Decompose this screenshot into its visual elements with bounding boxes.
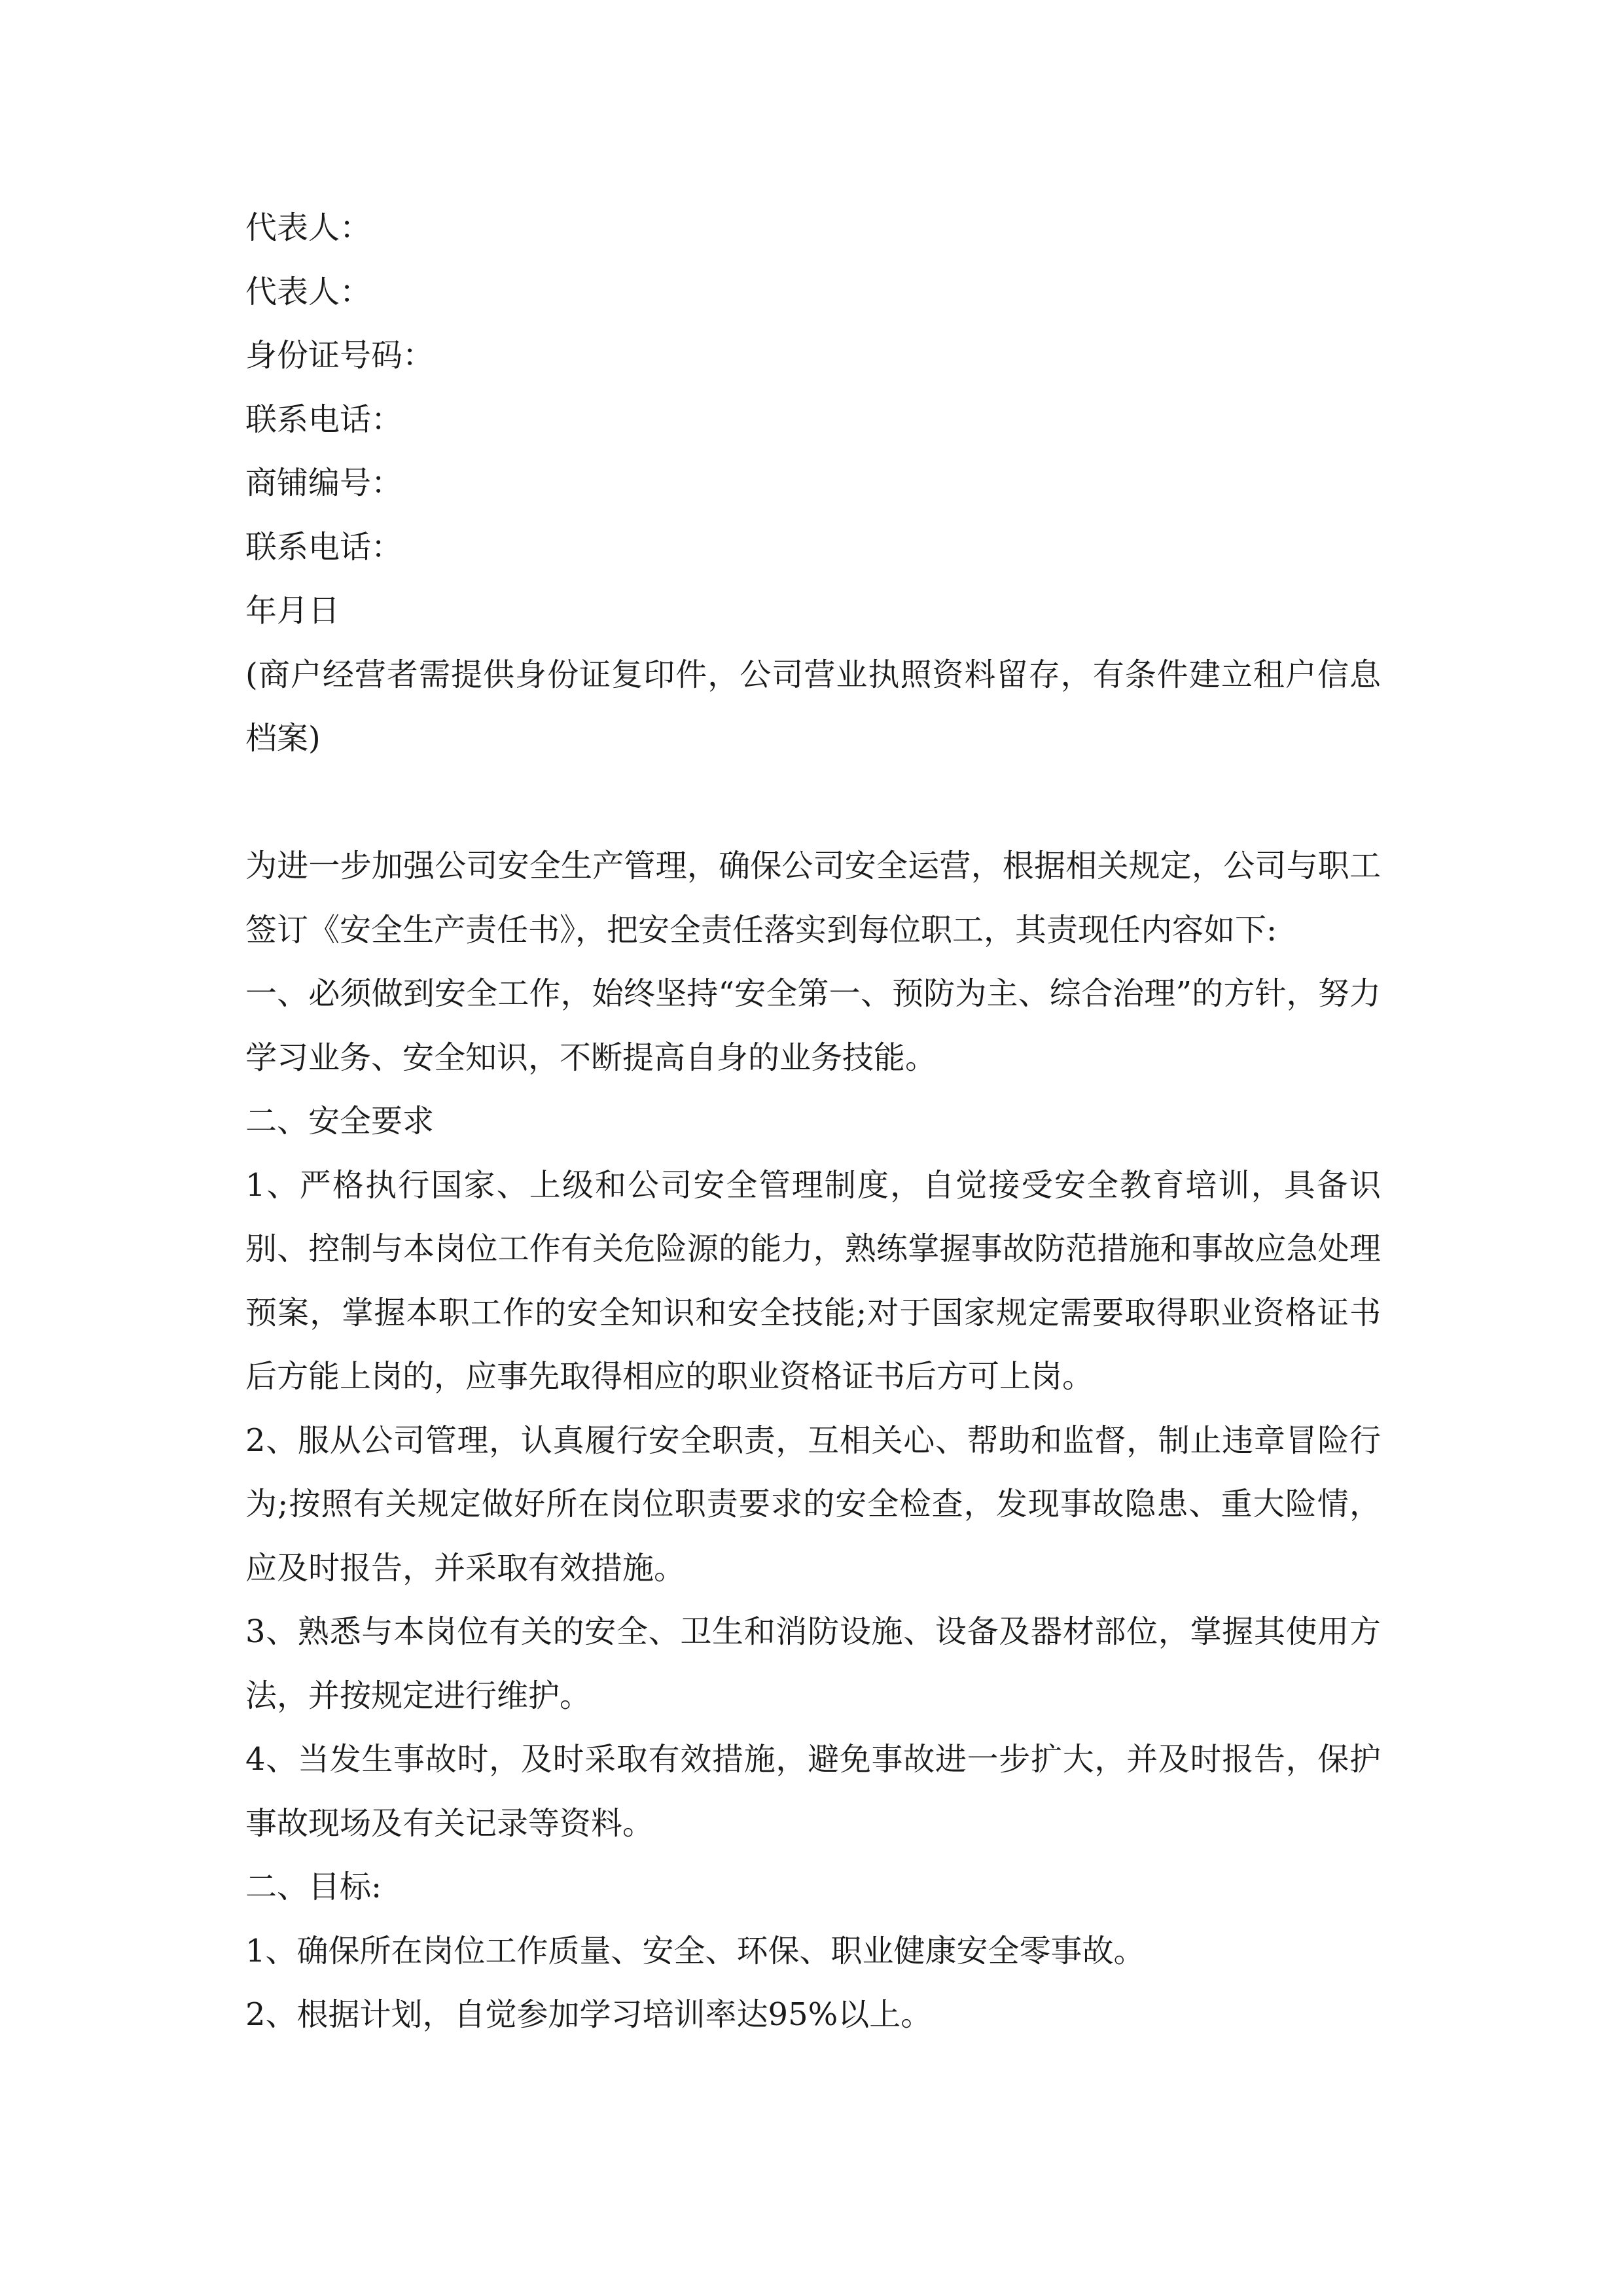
representative-label-2: 代表人： [245, 273, 372, 310]
section-gap [245, 771, 1381, 835]
section-three-heading: 二、目标: [245, 1869, 382, 1905]
section-one-paragraph: 一、必须做到安全工作，始终坚持“安全第一、预防为主、综合治理”的方针，努力学习业务、安全知识，不断提高自身的业务技能。 [245, 975, 1381, 1076]
phone-label-2: 联系电话： [245, 528, 403, 565]
goal-1: 1、确保所在岗位工作质量、安全、环保、职业健康安全零事故。 [245, 1932, 1145, 1969]
id-number-label: 身份证号码： [245, 337, 435, 374]
requirement-4: 4、当发生事故时，及时采取有效措施，避免事故进一步扩大，并及时报告，保护事故现场及有关记录等资料。 [245, 1741, 1381, 1842]
requirement-2: 2、服从公司管理，认真履行安全职责，互相关心、帮助和监督，制止违章冒险行为;按照有关规定做好所在岗位职责要求的安全检查，发现事故隐患、重大险情，应及时报告，并采取有效措施。 [245, 1422, 1381, 1587]
representative-label-1: 代表人： [245, 209, 372, 246]
shop-number-label: 商铺编号： [245, 465, 403, 501]
document-content [245, 196, 1381, 2047]
section-two-heading: 二、安全要求 [245, 1103, 435, 1139]
requirement-3: 3、熟悉与本岗位有关的安全、卫生和消防设施、设备及器材部位，掌握其使用方法，并按规定进行维护。 [245, 1613, 1381, 1714]
goal-2: 2、根据计划，自觉参加学习培训率达95%以上。 [245, 1996, 933, 2033]
requirement-1: 1、严格执行国家、上级和公司安全管理制度，自觉接受安全教育培训，具备识别、控制与本岗位工作有关危险源的能力，熟练掌握事故防范措施和事故应急处理预案，掌握本职工作的安全知识和安全技能;对于国家规定需要取得职业资格证书后方能上岗的，应事先取得相应的职业资格证书后方可上岗。 [245, 1166, 1381, 1395]
document-note: (商户经营者需提供身份证复印件，公司营业执照资料留存，有条件建立租户信息档案) [245, 656, 1381, 757]
phone-label-1: 联系电话： [245, 401, 403, 438]
date-label: 年月日 [245, 592, 340, 629]
intro-paragraph: 为进一步加强公司安全生产管理，确保公司安全运营，根据相关规定，公司与职工签订《安全生产责任书》，把安全责任落实到每位职工，其责现任内容如下: [245, 848, 1381, 948]
